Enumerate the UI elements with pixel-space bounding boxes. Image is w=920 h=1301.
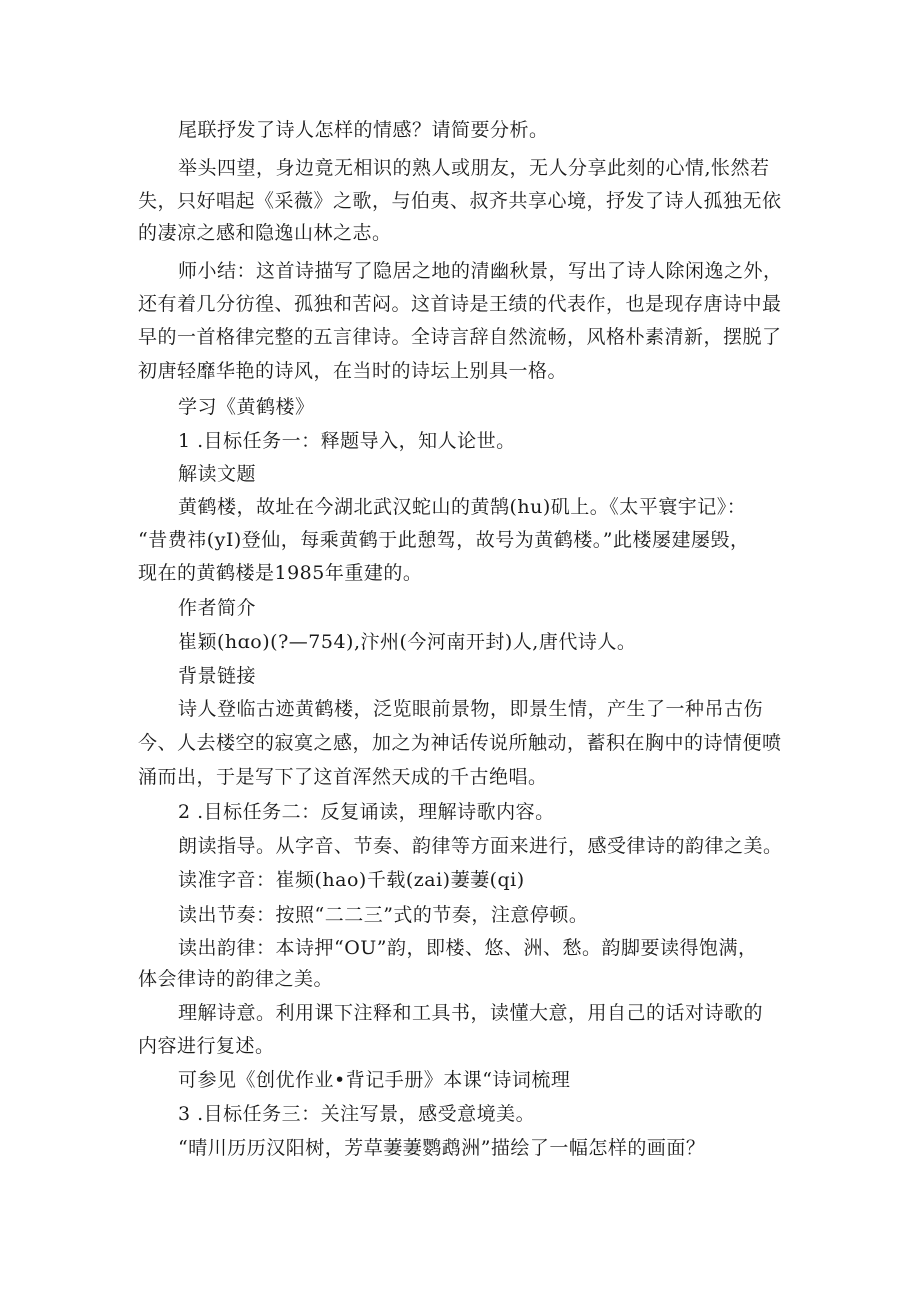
task-heading: 3 .目标任务三：关注写景，感受意境美。 (178, 1103, 536, 1125)
paragraph-line: 朗读指导。从字音、节奏、韵律等方面来进行，感受律诗的韵律之美。 (178, 835, 783, 857)
paragraph-line: 理解诗意。利用课下注释和工具书，读懂大意，用自己的话对诗歌的 (178, 1002, 764, 1024)
paragraph-line: 现在的黄鹤楼是1985年重建的。 (138, 562, 423, 584)
subheading: 背景链接 (178, 665, 257, 687)
paragraph-line: 读准字音：崔频(hao)千载(zai)萋萋(qi) (178, 869, 525, 891)
paragraph-line: “晴川历历汉阳树，芳草萋萋鹦鹉洲”描绘了一幅怎样的画面？ (178, 1137, 706, 1159)
paragraph-line: 早的一首格律完整的五言律诗。全诗言辞自然流畅，风格朴素清新，摆脱了 (138, 326, 782, 348)
paragraph-line: “昔费祎(yI)登仙，每乘黄鹤于此憩驾，故号为黄鹤楼。”此楼屡建屡毁， (138, 529, 750, 551)
paragraph-line: 师小结：这首诗描写了隐居之地的清幽秋景，写出了诗人除闲逸之外， (178, 260, 783, 282)
paragraph-line: 失，只好唱起《采薇》之歌，与伯夷、叔齐共享心境，抒发了诗人孤独无依 (138, 190, 782, 212)
paragraph-line: 崔颖(hɑo)(?—754),汴州(今河南开封)人,唐代诗人。 (178, 631, 637, 653)
paragraph-line: 体会律诗的韵律之美。 (138, 968, 334, 990)
subheading: 解读文题 (178, 463, 257, 485)
paragraph-line: 尾联抒发了诗人怎样的情感？请简要分析。 (178, 119, 549, 141)
paragraph-line: 涌而出，于是写下了这首浑然天成的千古绝唱。 (138, 766, 548, 788)
paragraph-line: 初唐轻靡华艳的诗风，在当时的诗坛上别具一格。 (138, 360, 568, 382)
paragraph-line: 内容进行复述。 (138, 1035, 275, 1057)
paragraph-line: 还有着几分彷徨、孤独和苦闷。这首诗是王绩的代表作，也是现存唐诗中最 (138, 293, 782, 315)
paragraph-line: 的凄凉之感和隐逸山林之志。 (138, 222, 392, 244)
task-heading: 2 .目标任务二：反复诵读，理解诗歌内容。 (178, 801, 555, 823)
paragraph-line: 可参见《创优作业•背记手册》本课“诗词梳理 (178, 1069, 571, 1091)
paragraph-line: 黄鹤楼，故址在今湖北武汉蛇山的黄鹄(hu)矶上。《太平寰宇记》： (178, 496, 747, 518)
paragraph-line: 诗人登临古迹黄鹤楼，泛览眼前景物，即景生情，产生了一种吊古伤 (178, 698, 764, 720)
section-heading: 学习《黄鹤楼》 (178, 396, 315, 418)
paragraph-line: 举头四望，身边竟无相识的熟人或朋友，无人分享此刻的心情,怅然若 (178, 157, 770, 179)
paragraph-line: 今、人去楼空的寂寞之感，加之为神话传说所触动，蓄积在胸中的诗情便喷 (138, 732, 782, 754)
subheading: 作者简介 (178, 597, 257, 619)
task-heading: 1 .目标任务一：释题导入，知人论世。 (178, 430, 516, 452)
paragraph-line: 读出节奏：按照“二二三”式的节奏，注意停顿。 (178, 904, 589, 926)
paragraph-line: 读出韵律：本诗押“OU”韵，即楼、悠、洲、愁。韵脚要读得饱满， (178, 937, 758, 959)
